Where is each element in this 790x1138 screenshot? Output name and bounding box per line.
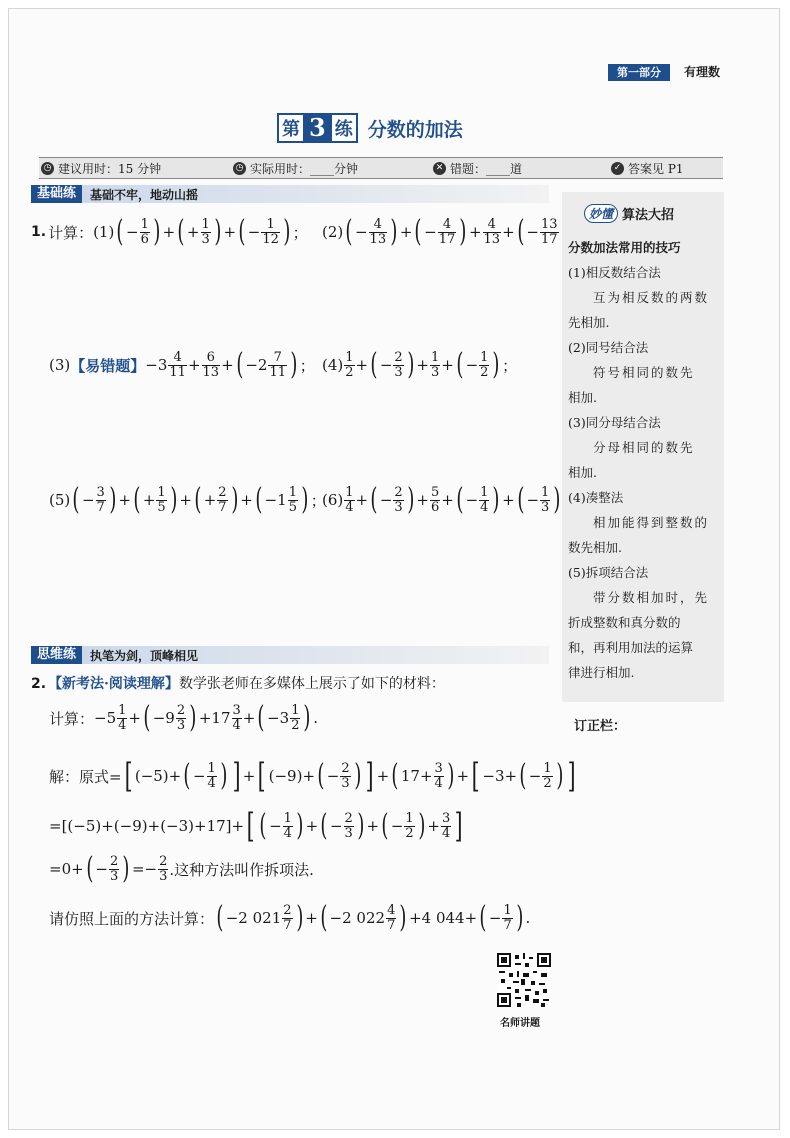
- tip-5-line4: 律进行相加.: [568, 665, 635, 680]
- answer-icon: ✓: [611, 162, 624, 175]
- x-icon: ✕: [433, 162, 446, 175]
- correction-label: 订正栏：: [574, 719, 627, 734]
- lesson-number-box: [277, 113, 358, 143]
- tip-4-line1: 相加能得到整数的: [593, 515, 710, 530]
- q2-calc-label: 计算：: [49, 709, 95, 728]
- q2-method-note: .这种方法叫作拆项法.: [169, 860, 314, 879]
- q2-intro-text: 数学张老师在多媒体上展示了如下的材料：: [178, 676, 445, 692]
- lesson-title-text: 分数的加法: [367, 118, 463, 141]
- tip-4-heading: (4)凑整法: [568, 490, 624, 505]
- tip-3-heading: (3)同分母结合法: [568, 415, 661, 430]
- section-thinking: [31, 646, 549, 664]
- tip-5-line3: 和，再利用加法的运算: [568, 640, 694, 655]
- q2-number: 2.: [31, 676, 47, 692]
- tip-2-line1: 符号相同的数先: [593, 365, 695, 380]
- q2-calc: 计算： −5 $\frac{1}{4}$ + ( −9 $\frac{2}{3}$ ) +17 $\frac{3}{4}$ + ( −3 $\frac{1}{2}$ ) .: [49, 700, 318, 735]
- q2-tag: 【新考法·阅读理解】: [48, 676, 179, 692]
- section-basic-sub: 基础不牢，地动山摇: [90, 187, 199, 202]
- q1-part3: (3) 【易错题】 −3 $\frac{4}{11}$ + $\frac{6}{13}$ + ( −2 $\frac{7}{11}$ ) ；: [49, 347, 315, 382]
- clock-icon: ◷: [41, 162, 54, 175]
- q1-label: 计算：: [48, 223, 94, 242]
- tip-1-line2: 先相加.: [568, 315, 610, 330]
- qr-code[interactable]: [497, 953, 551, 1007]
- tip-5-line2: 折成整数和真分数的: [568, 615, 681, 630]
- tip-5-line1: 带分数相加时，先: [593, 590, 710, 605]
- q1-part6: (6) $\frac{1}{4}$ + ( − $\frac{2}{3}$ ) + $\frac{5}{6}$ + ( − $\frac{1}{4}$ ) + ( − $\frac{1}{3}$ ): [322, 482, 561, 517]
- tip-3-line2: 相加.: [568, 465, 597, 480]
- qr-caption: 名师讲题: [500, 1018, 540, 1029]
- info-bar: [39, 157, 723, 179]
- topic-tag: 有理数: [684, 65, 721, 79]
- qr-code-icon: [497, 953, 551, 1007]
- title-lian: 练: [334, 119, 353, 140]
- tip-4-line2: 数先相加.: [568, 540, 622, 555]
- tips-title: 算法大招: [622, 208, 675, 223]
- error-count: [433, 160, 611, 177]
- actual-time: [233, 160, 433, 177]
- tips-body: [562, 223, 724, 685]
- q2-solve-line2: =[(−5)+(−9)+(−3)+17]+ [ ( − $\frac{1}{4}$ ) + ( − $\frac{2}{3}$ ) + ( − $\frac{1}{2}$ ) + $\frac{3}{4}$ ]: [49, 806, 463, 846]
- actual-time-text: 实际用时：____分钟: [250, 161, 359, 176]
- q2-solve-line1: 解：原式= [ (−5)+ ( − $\frac{1}{4}$ ) ] + [ (−9)+ ( − $\frac{2}{3}$ ) ] + ( 17+ $\frac{3}{4}$ ) + [ −3+ ( − $\frac{1}{2}$ ) ]: [49, 756, 576, 796]
- tip-1-heading: (1)相反数结合法: [568, 265, 661, 280]
- answer-ref: [611, 160, 684, 177]
- q2-intro: [31, 673, 445, 693]
- q1-part1: 1. 计算： (1) ( − $\frac{1}{6}$ ) + ( + $\frac{1}{3}$ ) + ( − $\frac{1}{12}$ ) ；: [31, 214, 308, 249]
- q1-part5: (5) ( − $\frac{3}{7}$ ) + ( + $\frac{1}{5}$ ) + ( + $\frac{2}{7}$ ) + ( −1 $\frac{1}{5}$ ) ；: [49, 482, 326, 517]
- tip-2-line2: 相加.: [568, 390, 597, 405]
- suggest-time: [41, 160, 233, 177]
- q2-ask: 请仿照上面的方法计算： ( −2 021 $\frac{2}{7}$ ) + ( −2 022 $\frac{4}{7}$ ) +4 044+ ( − $\frac{1}{7}$ ) .: [49, 900, 531, 935]
- q2-ask-label: 请仿照上面的方法计算：: [49, 909, 215, 928]
- section-basic-tag: 基础练: [31, 185, 82, 203]
- clock-icon: ◷: [233, 162, 246, 175]
- q1-part2: (2) ( − $\frac{4}{13}$ ) + ( − $\frac{4}{17}$ ) + $\frac{4}{13}$ + ( − $\frac{13}{17}$: [322, 214, 558, 249]
- title-di: 第: [282, 119, 300, 140]
- tip-1-line1: 互为相反数的两数: [593, 290, 710, 305]
- lesson-number: 3: [303, 115, 332, 141]
- q2-solve-line3: =0+ ( − $\frac{2}{3}$ ) =− $\frac{2}{3}$ .这种方法叫作拆项法.: [49, 851, 314, 886]
- section-basic: [31, 185, 549, 203]
- tips-badge: 妙懂: [584, 204, 618, 223]
- error-prone-tag: 【易错题】: [70, 356, 146, 375]
- error-count-text: 错题：____道: [450, 161, 523, 176]
- part-tag: 第一部分: [608, 64, 670, 81]
- tip-5-heading: (5)拆项结合法: [568, 565, 649, 580]
- suggest-time-text: 建议用时：15 分钟: [58, 161, 162, 176]
- page: [8, 8, 780, 1130]
- tip-2-heading: (2)同号结合法: [568, 340, 649, 355]
- tip-3-line1: 分母相同的数先: [593, 440, 695, 455]
- section-thinking-sub: 执笔为剑，顶峰相见: [90, 648, 199, 663]
- q1-number: 1.: [31, 224, 47, 240]
- tips-header: [584, 204, 724, 223]
- q2-solve-label: 解：原式=: [49, 767, 122, 786]
- tips-heading: 分数加法常用的技巧: [568, 240, 681, 255]
- q1-part4: (4) $\frac{1}{2}$ + ( − $\frac{2}{3}$ ) + $\frac{1}{3}$ + ( − $\frac{1}{2}$ ) ；: [322, 347, 518, 382]
- section-thinking-tag: 思维练: [31, 646, 82, 664]
- answer-ref-text: 答案见 P1: [628, 161, 684, 176]
- lesson-title: [277, 112, 463, 144]
- tips-sidebar: [562, 192, 724, 702]
